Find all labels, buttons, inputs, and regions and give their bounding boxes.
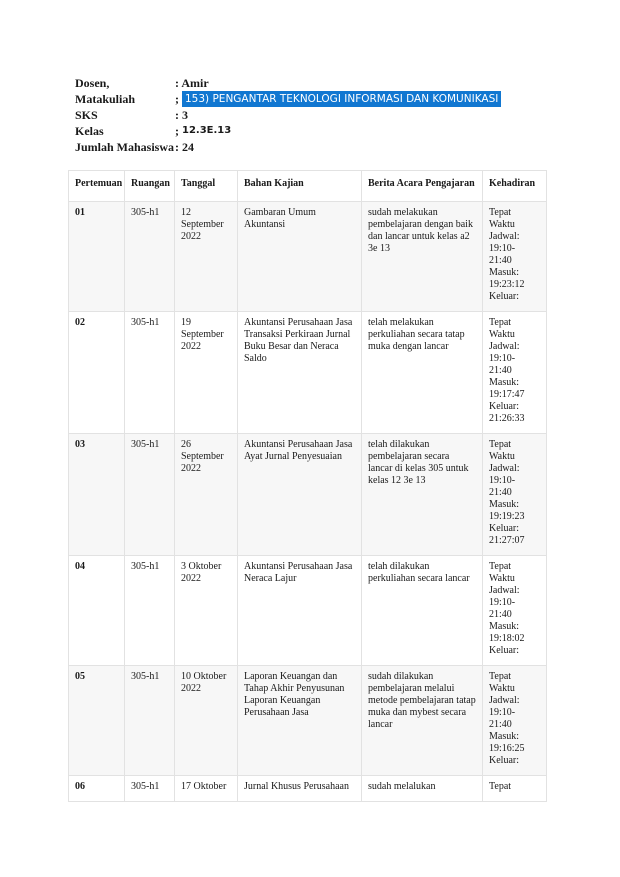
row-kehadiran <box>483 434 547 556</box>
course-info <box>75 75 501 155</box>
header-pertemuan: Pertemuan <box>69 171 125 202</box>
row-bahan-kajian: Jurnal Khusus Perusahaan <box>238 776 362 802</box>
row-tanggal: 12 September 2022 <box>175 202 238 312</box>
row-bahan-kajian: Akuntansi Perusahaan Jasa Neraca Lajur <box>238 556 362 666</box>
header-bahan-kajian: Bahan Kajian <box>238 171 362 202</box>
row-tanggal: 3 Oktober 2022 <box>175 556 238 666</box>
kelas-value: 12.3E.13 <box>182 125 232 136</box>
kehadiran-line: 21:40 <box>489 255 512 266</box>
kehadiran-line: Masuk: <box>489 731 519 742</box>
row-bahan-kajian: Akuntansi Perusahaan Jasa Ayat Jurnal Penyesuaian <box>238 434 362 556</box>
kehadiran-line: Keluar: <box>489 755 519 766</box>
header-tanggal: Tanggal <box>175 171 238 202</box>
kehadiran-line: 21:40 <box>489 487 512 498</box>
info-dosen <box>75 75 501 91</box>
kehadiran-line: 21:27:07 <box>489 535 525 546</box>
info-sks <box>75 107 501 123</box>
kehadiran-line: Jadwal: <box>489 695 520 706</box>
row-kehadiran <box>483 666 547 776</box>
kehadiran-line: 21:26:33 <box>489 413 525 424</box>
kehadiran-line: Tepat <box>489 317 512 328</box>
kehadiran-line: Waktu <box>489 573 515 584</box>
kehadiran-line: 19:17:47 <box>489 389 525 400</box>
kehadiran-line: Jadwal: <box>489 341 520 352</box>
attendance-table <box>68 170 547 802</box>
row-pertemuan: 04 <box>69 556 125 666</box>
row-tanggal: 10 Oktober 2022 <box>175 666 238 776</box>
row-berita-acara: sudah melalukan <box>362 776 483 802</box>
kehadiran-line: 19:10- <box>489 243 516 254</box>
kelas-sep: ; <box>175 124 179 138</box>
dosen-label: Dosen, <box>75 76 110 90</box>
kehadiran-line: 19:10- <box>489 353 516 364</box>
kehadiran-line: 19:10- <box>489 475 516 486</box>
row-bahan-kajian: Gambaran Umum Akuntansi <box>238 202 362 312</box>
row-ruangan: 305-h1 <box>125 666 175 776</box>
row-kehadiran <box>483 556 547 666</box>
row-kehadiran <box>483 202 547 312</box>
kehadiran-line: 19:16:25 <box>489 743 525 754</box>
kehadiran-line: Waktu <box>489 451 515 462</box>
row-bahan-kajian: Akuntansi Perusahaan Jasa Transaksi Perkiraan Jurnal Buku Besar dan Neraca Saldo <box>238 312 362 434</box>
table-row <box>69 312 547 434</box>
table-row <box>69 202 547 312</box>
kehadiran-line: Keluar: <box>489 291 519 302</box>
row-ruangan: 305-h1 <box>125 312 175 434</box>
kehadiran-line: Jadwal: <box>489 463 520 474</box>
kehadiran-line: Masuk: <box>489 377 519 388</box>
matakuliah-sep: ; <box>175 92 179 106</box>
row-ruangan: 305-h1 <box>125 556 175 666</box>
row-berita-acara: telah melakukan perkuliahan secara tatap muka dengan lancar <box>362 312 483 434</box>
table-row <box>69 776 547 802</box>
row-pertemuan: 03 <box>69 434 125 556</box>
row-kehadiran <box>483 312 547 434</box>
header-kehadiran: Kehadiran <box>483 171 547 202</box>
row-pertemuan: 01 <box>69 202 125 312</box>
row-berita-acara: sudah melakukan pembelajaran dengan baik dan lancar untuk kelas a2 3e 13 <box>362 202 483 312</box>
row-bahan-kajian: Laporan Keuangan dan Tahap Akhir Penyusunan Laporan Keuangan Perusahaan Jasa <box>238 666 362 776</box>
info-kelas <box>75 123 501 139</box>
kehadiran-line: Tepat <box>489 207 512 218</box>
kehadiran-line: Waktu <box>489 329 515 340</box>
kehadiran-line: Jadwal: <box>489 231 520 242</box>
kehadiran-line: 19:19:23 <box>489 511 525 522</box>
row-pertemuan: 02 <box>69 312 125 434</box>
row-ruangan: 305-h1 <box>125 434 175 556</box>
sks-label: SKS <box>75 108 98 122</box>
kehadiran-line: Waktu <box>489 683 515 694</box>
row-pertemuan: 05 <box>69 666 125 776</box>
kehadiran-line: Keluar: <box>489 401 519 412</box>
row-tanggal: 17 Oktober <box>175 776 238 802</box>
kehadiran-line: Keluar: <box>489 645 519 656</box>
jumlah-value: : 24 <box>175 140 194 154</box>
kehadiran-line: Masuk: <box>489 621 519 632</box>
kehadiran-line: 21:40 <box>489 719 512 730</box>
kelas-label: Kelas <box>75 124 104 138</box>
kehadiran-line: 19:18:02 <box>489 633 525 644</box>
table-row <box>69 434 547 556</box>
kehadiran-line: 19:23:12 <box>489 279 525 290</box>
table-header-row <box>69 171 547 202</box>
kehadiran-line: 21:40 <box>489 365 512 376</box>
row-berita-acara: telah dilakukan pembelajaran secara lancar di kelas 305 untuk kelas 12 3e 13 <box>362 434 483 556</box>
row-ruangan: 305-h1 <box>125 202 175 312</box>
kehadiran-line: Jadwal: <box>489 585 520 596</box>
kehadiran-line: 19:10- <box>489 597 516 608</box>
row-tanggal: 26 September 2022 <box>175 434 238 556</box>
kehadiran-line: Masuk: <box>489 499 519 510</box>
jumlah-label: Jumlah Mahasiswa <box>75 140 175 154</box>
matakuliah-label: Matakuliah <box>75 92 136 106</box>
kehadiran-line: Tepat <box>489 561 512 572</box>
header-ruangan: Ruangan <box>125 171 175 202</box>
dosen-value: : Amir <box>175 76 209 90</box>
kehadiran-line: Keluar: <box>489 523 519 534</box>
info-jumlah <box>75 139 501 155</box>
kehadiran-line: Masuk: <box>489 267 519 278</box>
header-berita-acara: Berita Acara Pengajaran <box>362 171 483 202</box>
row-kehadiran <box>483 776 547 802</box>
table-row <box>69 556 547 666</box>
info-matakuliah <box>75 91 501 107</box>
row-berita-acara: sudah dilakukan pembelajaran melalui metode pembelajaran tatap muka dan mybest secara lancar <box>362 666 483 776</box>
kehadiran-line: 19:10- <box>489 707 516 718</box>
kehadiran-line: Tepat <box>489 439 512 450</box>
matakuliah-value: 153) PENGANTAR TEKNOLOGI INFORMASI DAN KOMUNIKASI <box>182 91 501 107</box>
kehadiran-line: Tepat <box>489 781 512 792</box>
kehadiran-line: 21:40 <box>489 609 512 620</box>
sks-value: : 3 <box>175 108 188 122</box>
row-ruangan: 305-h1 <box>125 776 175 802</box>
row-tanggal: 19 September 2022 <box>175 312 238 434</box>
kehadiran-line: Waktu <box>489 219 515 230</box>
kehadiran-line: Tepat <box>489 671 512 682</box>
table-row <box>69 666 547 776</box>
row-pertemuan: 06 <box>69 776 125 802</box>
row-berita-acara: telah dilakukan perkuliahan secara lancar <box>362 556 483 666</box>
